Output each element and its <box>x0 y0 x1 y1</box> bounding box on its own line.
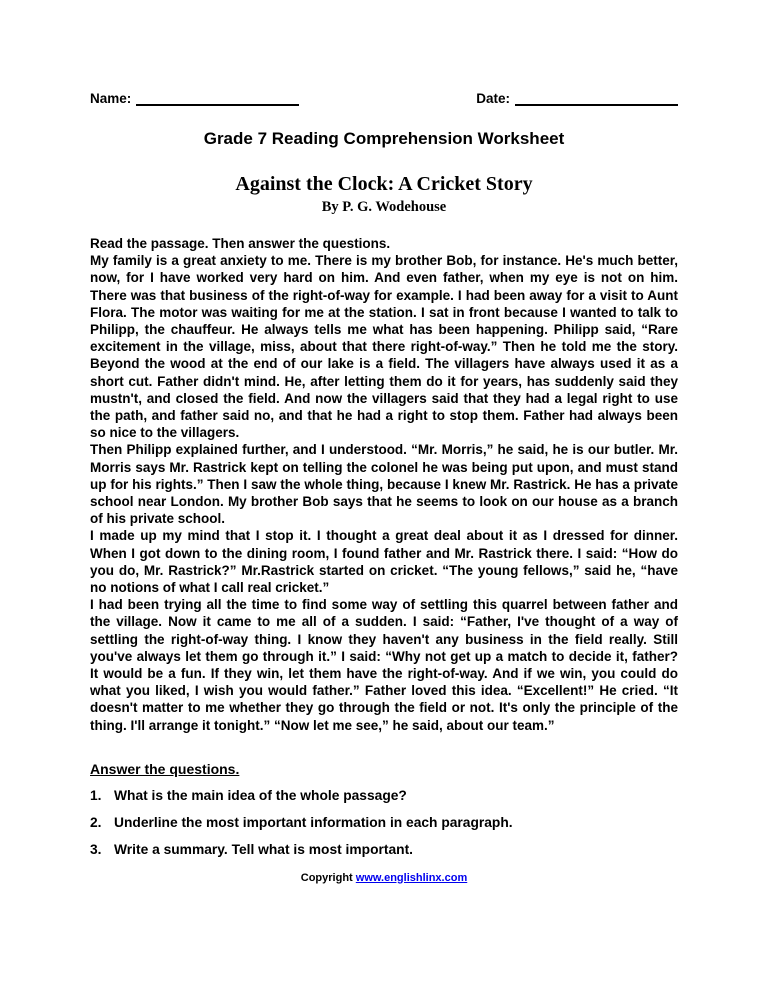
question-number: 3. <box>90 842 102 858</box>
passage-block <box>90 235 678 734</box>
name-date-row <box>90 90 678 106</box>
question-text: Underline the most important information in each paragraph. <box>114 815 513 831</box>
passage-paragraph-4: I had been trying all the time to find some way of settling this quarrel between father and the village. Now it came to me all of a sudden. I said: “Father, I've thought of a way of settling the right-of-way thing. I know they haven't any business in the field really. Still you've always let them go through it.” I said: “Why not get up a match to decide it, father? It would be a fun. If they win, let them have the right-of-way. And if we win, you could do what you liked, I wish you would father.” Father loved this idea. “Excellent!” He cried. “It doesn't matter to me whether they go through the field or not. It's only the principle of the thing. I'll arrange it tonight.” “Now let me see,” he said, about our team.” <box>90 597 678 733</box>
question-number: 1. <box>90 787 102 803</box>
question-item-3 <box>90 841 678 858</box>
passage-paragraph-2: Then Philipp explained further, and I understood. “Mr. Morris,” he said, he is our butler. Mr. Morris says Mr. Rastrick kept on telling the colonel he was being put upon, and must stand up for his rights.” Then I saw the whole thing, because I knew Mr. Rastrick. He has a private school near London. My brother Bob says that he seems to look on our house as a branch of his private school. <box>90 442 678 527</box>
date-label: Date: <box>476 91 510 106</box>
copyright-label: Copyright <box>300 871 353 884</box>
name-label: Name: <box>90 91 132 106</box>
question-text: Write a summary. Tell what is most important. <box>114 842 413 858</box>
name-blank-line <box>136 90 299 106</box>
passage-paragraph-1: My family is a great anxiety to me. There is my brother Bob, for instance. He's much better, now, for I have worked very hard on him. And even father, when my eye is not on him. There was that business of the right-of-way for example. I had been away for a visit to Aunt Flora. The motor was waiting for me at the station. I sat in front because I wanted to talk to Philipp, the chauffeur. He always tells me what has been happening. Philipp said, “Rare excitement in the village, miss, about that there right-of-way.” Then he told me the story. Beyond the wood at the end of our lake is a field. The villagers have always used it as a short cut. Father didn't mind. He, after letting them do it for years, has suddenly said they mustn't, and closed the field. And now the villagers said that they had a legal right to use the path, and father said no, and that he had a right to stop them. Father had always been so nice to the villagers. <box>90 253 678 441</box>
worksheet-title: Grade 7 Reading Comprehension Worksheet <box>203 129 565 148</box>
englishlinx-link[interactable]: www.englishlinx.com <box>355 871 468 884</box>
passage-instructions: Read the passage. Then answer the questions. <box>90 236 391 251</box>
story-byline: By P. G. Wodehouse <box>321 199 447 215</box>
date-blank-line <box>515 90 678 106</box>
question-item-2 <box>90 814 678 831</box>
page-footer <box>90 872 678 884</box>
questions-list <box>90 787 678 859</box>
question-number: 2. <box>90 815 102 831</box>
name-field <box>90 90 299 106</box>
question-text: What is the main idea of the whole passage? <box>114 787 407 803</box>
questions-heading: Answer the questions. <box>90 760 240 777</box>
story-title: Against the Clock: A Cricket Story <box>235 173 533 195</box>
passage-paragraph-3: I made up my mind that I stop it. I thought a great deal about it as I dressed for dinner. When I got down to the dining room, I found father and Mr. Rastrick there. I said: “How do you do, Mr. Rastrick?” Mr.Rastrick started on cricket. “The young fellows,” said he, “have no notions of what I call real cricket.” <box>90 528 678 596</box>
question-item-1 <box>90 787 678 804</box>
date-field <box>476 90 678 106</box>
